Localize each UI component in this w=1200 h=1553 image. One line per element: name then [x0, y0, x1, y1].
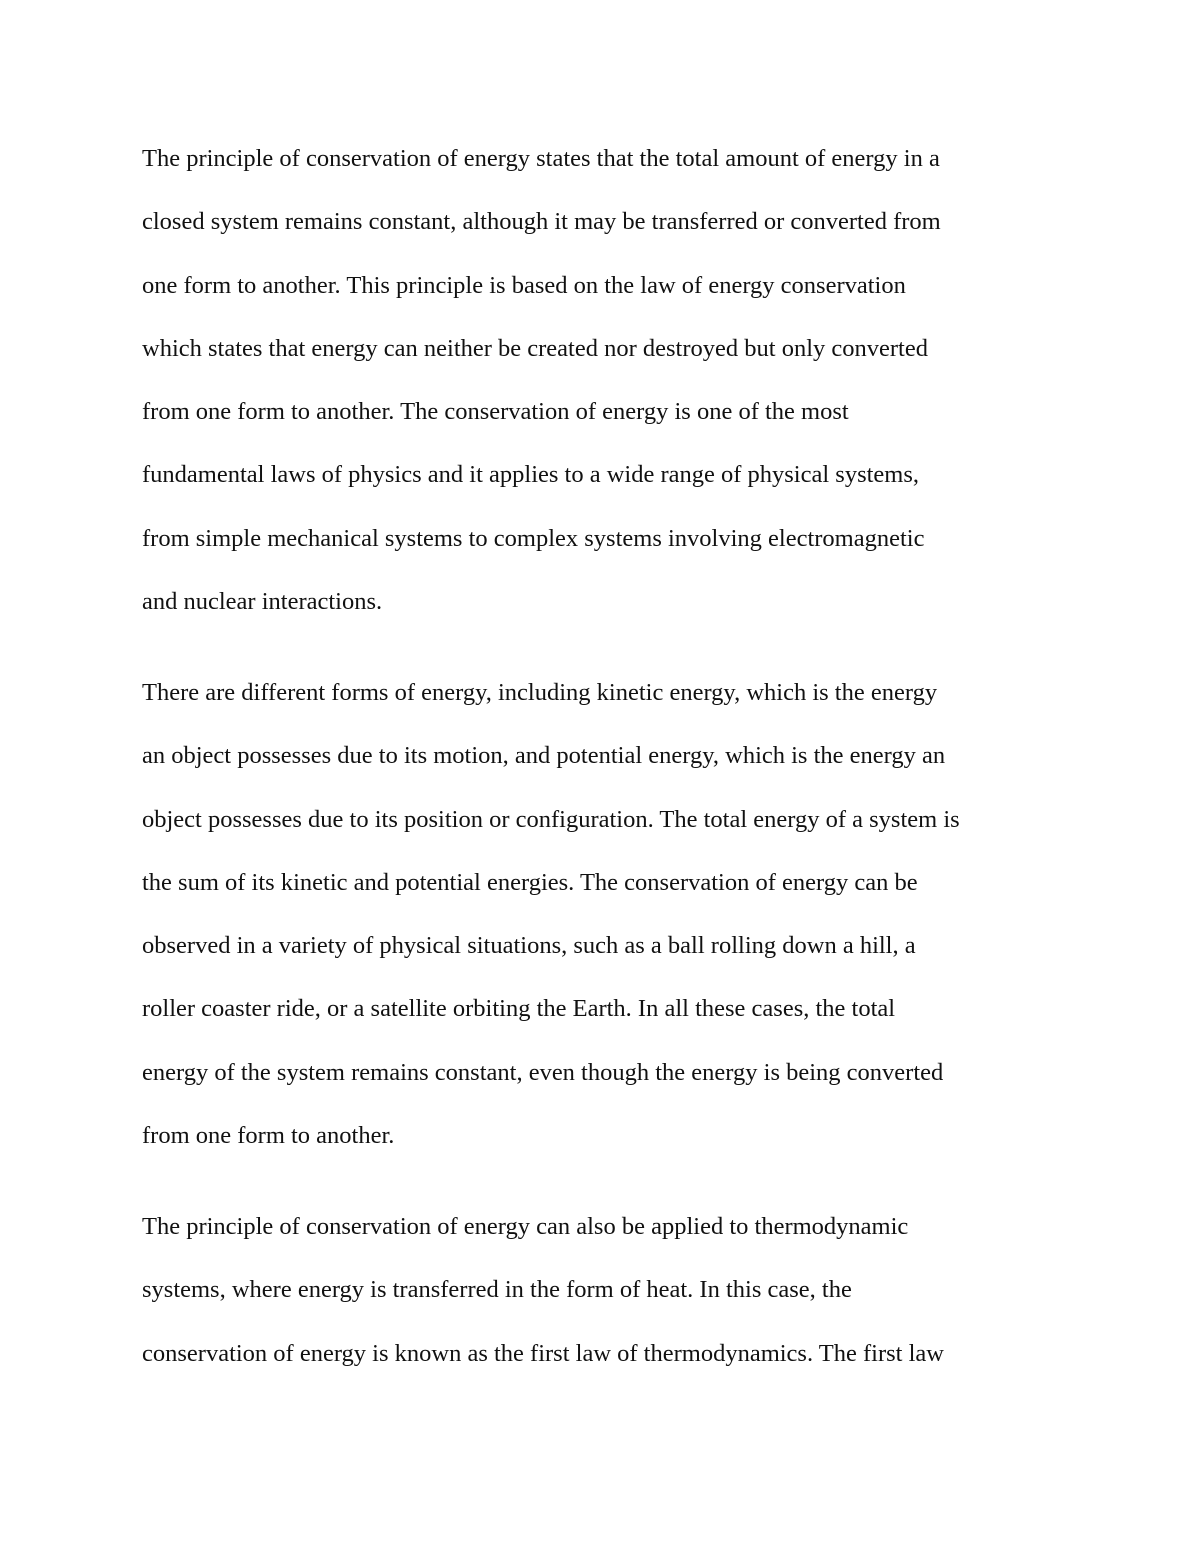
text-line: fundamental laws of physics and it applies to a wide range of physical systems, [142, 461, 920, 489]
text-line: The principle of conservation of energy can also be applied to thermodynamic [142, 1213, 909, 1240]
text-line: energy of the system remains constant, even though the energy is being converted [142, 1058, 944, 1086]
paragraph-3 [142, 1215, 1082, 1405]
text-line: observed in a variety of physical situations, such as a ball rolling down a hill, a [142, 932, 916, 960]
text-line: There are different forms of energy, including kinetic energy, which is the energy [142, 679, 938, 706]
text-line: conservation of energy is known as the first law of thermodynamics. The first law [142, 1339, 944, 1367]
text-line: one form to another. This principle is based on the law of energy conservation [142, 271, 906, 299]
text-line: an object possesses due to its motion, and potential energy, which is the energy an [142, 742, 946, 770]
text-line: and nuclear interactions. [142, 588, 383, 616]
text-line: from one form to another. The conservation of energy is one of the most [142, 398, 849, 426]
text-line: from one form to another. [142, 1122, 395, 1150]
text-line: from simple mechanical systems to complex systems involving electromagnetic [142, 524, 925, 552]
text-line: object possesses due to its position or configuration. The total energy of a system is [142, 805, 960, 833]
text-line: The principle of conservation of energy states that the total amount of energy in a [142, 145, 940, 172]
paragraph-2 [142, 681, 1082, 1187]
text-line: roller coaster ride, or a satellite orbiting the Earth. In all these cases, the total [142, 995, 896, 1023]
text-line: the sum of its kinetic and potential energies. The conservation of energy can be [142, 868, 918, 896]
text-line: which states that energy can neither be created nor destroyed but only converted [142, 334, 928, 362]
text-line: closed system remains constant, although it may be transferred or converted from [142, 208, 941, 236]
paragraph-1 [142, 147, 1082, 653]
text-line: systems, where energy is transferred in the form of heat. In this case, the [142, 1276, 852, 1304]
